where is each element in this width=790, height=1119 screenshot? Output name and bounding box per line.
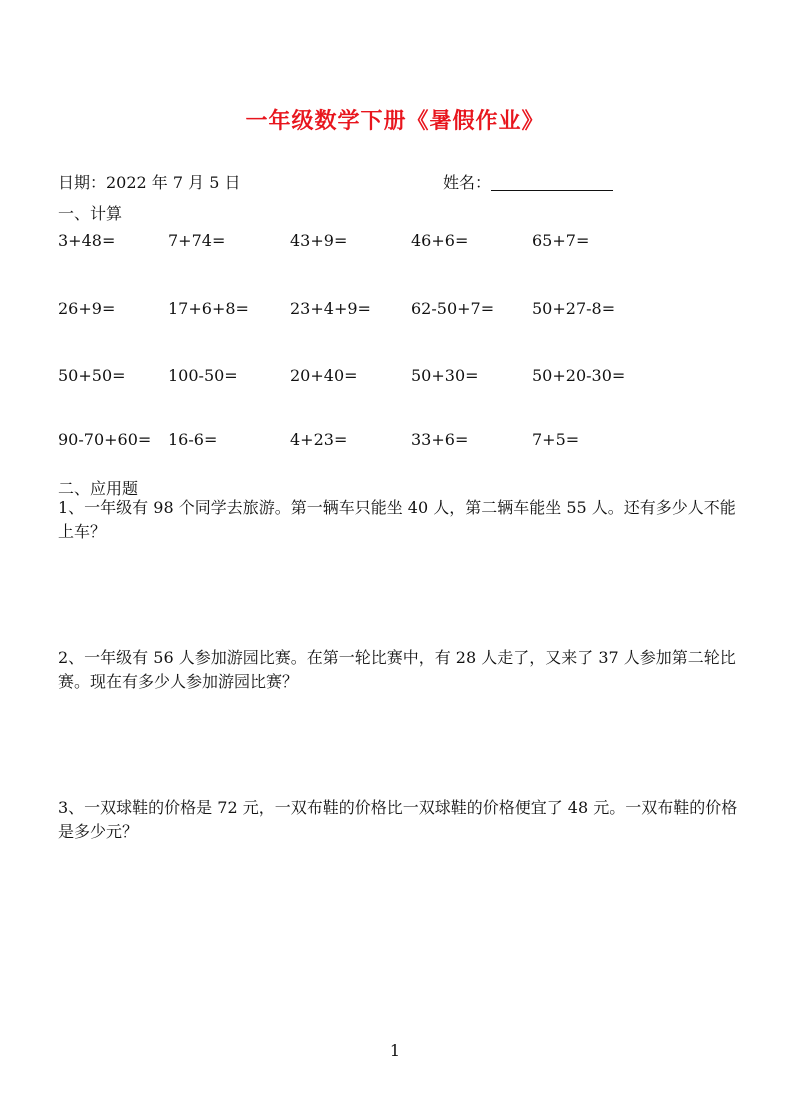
calc-item: 3+48= (58, 231, 116, 250)
page-title: 一年级数学下册《暑假作业》 (245, 109, 545, 134)
calc-item: 62-50+7= (411, 299, 495, 318)
calc-item: 7+5= (532, 430, 580, 449)
calc-item: 90-70+60= (58, 430, 152, 449)
calc-item: 16-6= (168, 430, 218, 449)
date-line: 日期：2022 年 7 月 5 日 (58, 173, 241, 192)
calc-item: 26+9= (58, 299, 116, 318)
calc-item: 23+4+9= (290, 299, 371, 318)
name-label: 姓名： (443, 173, 492, 192)
word-problem-2: 2、一年级有 56 人参加游园比赛。在第一轮比赛中，有 28 人走了，又来了 37 人参加第二轮比赛。现在有多少人参加游园比赛？ (58, 648, 736, 691)
page-number: 1 (389, 1041, 401, 1060)
calc-item: 43+9= (290, 231, 348, 250)
calc-item: 50+50= (58, 366, 126, 385)
calc-item: 65+7= (532, 231, 590, 250)
calc-item: 17+6+8= (168, 299, 249, 318)
calc-item: 20+40= (290, 366, 358, 385)
name-blank (491, 174, 613, 191)
calc-item: 46+6= (411, 231, 469, 250)
calc-item: 50+27-8= (532, 299, 616, 318)
word-problem-1: 1、一年级有 98 个同学去旅游。第一辆车只能坐 40 人，第二辆车能坐 55 人。还有多少人不能上车？ (58, 498, 736, 541)
calc-item: 50+20-30= (532, 366, 626, 385)
calc-item: 33+6= (411, 430, 469, 449)
section-calc-heading: 一、计算 (58, 204, 123, 223)
calc-item: 4+23= (290, 430, 348, 449)
section-word-problems-heading: 二、应用题 (58, 479, 139, 498)
calc-item: 7+74= (168, 231, 226, 250)
name-field (443, 170, 613, 193)
calc-item: 100-50= (168, 366, 238, 385)
word-problem-3: 3、一双球鞋的价格是 72 元，一双布鞋的价格比一双球鞋的价格便宜了 48 元。一双布鞋的价格是多少元？ (58, 798, 738, 841)
calc-item: 50+30= (411, 366, 479, 385)
